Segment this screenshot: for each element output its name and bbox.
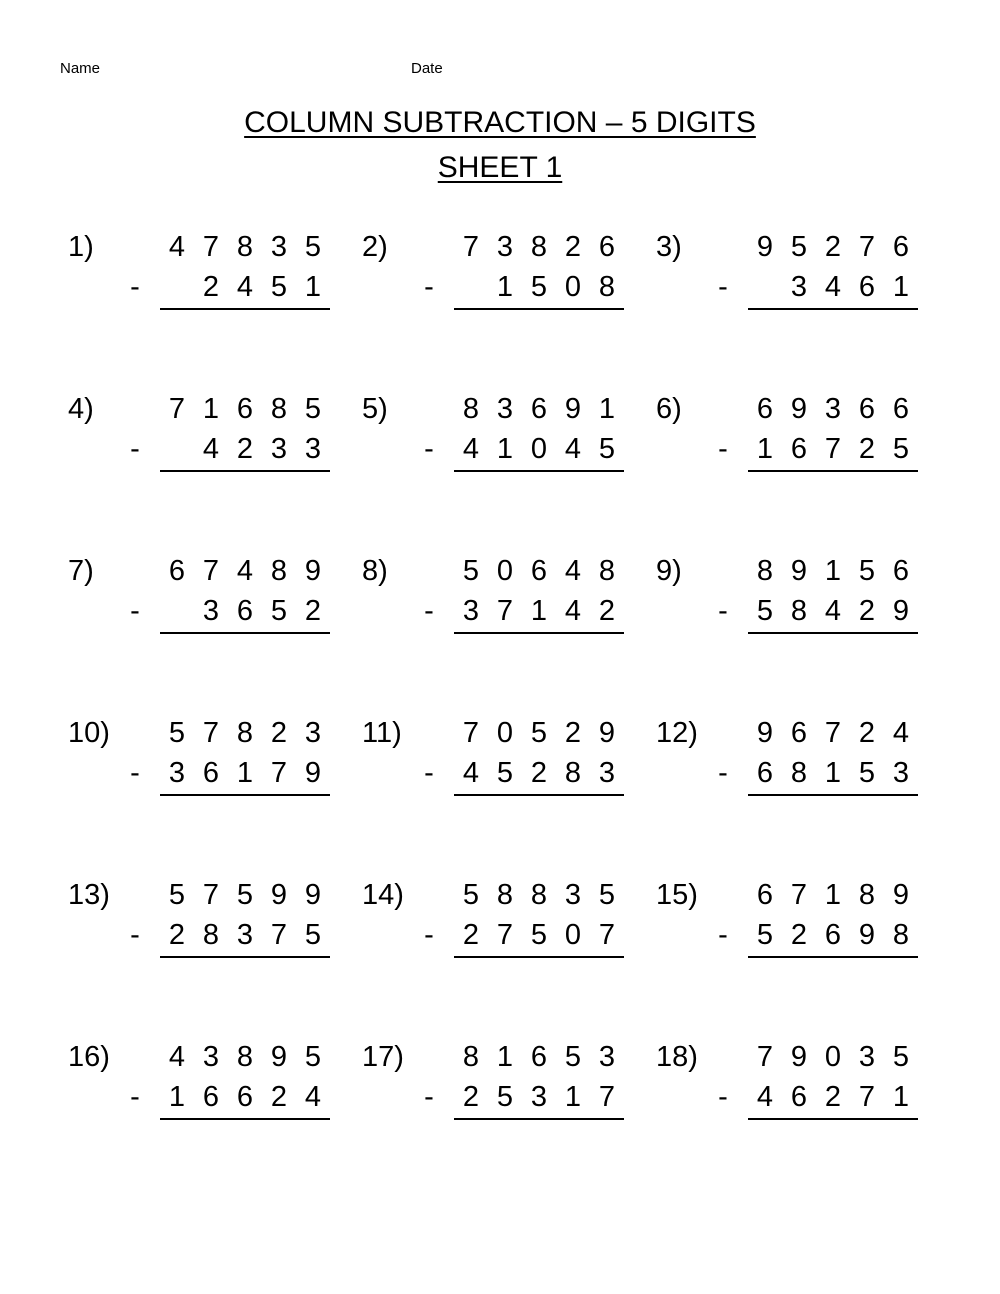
- minus-sign: -: [424, 919, 434, 951]
- subtraction-problem: [656, 230, 918, 320]
- subtraction-problem: [656, 878, 918, 968]
- problem-number: 10): [68, 717, 110, 749]
- subtraction-problem: [68, 716, 330, 806]
- subtrahend: 2 7 5 0 7: [454, 918, 624, 958]
- problem-number: 15): [656, 879, 698, 911]
- minuend: 8 9 1 5 6: [756, 555, 910, 587]
- subtraction-problem: [362, 230, 624, 320]
- minus-sign: -: [130, 271, 140, 303]
- subtraction-problem: [656, 554, 918, 644]
- subtraction-problem: [362, 392, 624, 482]
- problem-number: 13): [68, 879, 110, 911]
- minus-sign: -: [130, 1081, 140, 1113]
- sheet-number-text: SHEET 1: [437, 151, 563, 184]
- minus-sign: -: [718, 271, 728, 303]
- subtrahend: 2 8 3 7 5: [160, 918, 330, 958]
- subtrahend: 2 5 3 1 7: [454, 1080, 624, 1120]
- name-label: Name: [60, 60, 101, 77]
- minus-sign: -: [424, 757, 434, 789]
- minuend: 8 1 6 5 3: [462, 1041, 616, 1073]
- minus-sign: -: [424, 595, 434, 627]
- problem-number: 17): [362, 1041, 404, 1073]
- minus-sign: -: [718, 919, 728, 951]
- minus-sign: -: [718, 1081, 728, 1113]
- subtrahend: 1 6 6 2 4: [160, 1080, 330, 1120]
- minuend: 4 7 8 3 5: [168, 231, 322, 263]
- minuend: 7 9 0 3 5: [756, 1041, 910, 1073]
- minuend: 7 1 6 8 5: [168, 393, 322, 425]
- problem-number: 18): [656, 1041, 698, 1073]
- subtrahend: 1 5 0 8: [454, 270, 624, 310]
- subtrahend: 4 2 3 3: [160, 432, 330, 472]
- subtraction-problem: [68, 1040, 330, 1130]
- minuend: 6 7 4 8 9: [168, 555, 322, 587]
- subtraction-problem: [362, 554, 624, 644]
- problem-number: 4): [68, 393, 94, 425]
- subtrahend: 2 4 5 1: [160, 270, 330, 310]
- problem-number: 7): [68, 555, 94, 587]
- subtraction-problem: [656, 1040, 918, 1130]
- minus-sign: -: [718, 757, 728, 789]
- subtraction-problem: [68, 554, 330, 644]
- minus-sign: -: [718, 595, 728, 627]
- minuend: 9 6 7 2 4: [756, 717, 910, 749]
- minus-sign: -: [130, 919, 140, 951]
- problem-number: 12): [656, 717, 698, 749]
- subtraction-problem: [362, 716, 624, 806]
- minuend: 6 9 3 6 6: [756, 393, 910, 425]
- minuend: 4 3 8 9 5: [168, 1041, 322, 1073]
- minuend: 9 5 2 7 6: [756, 231, 910, 263]
- problem-number: 9): [656, 555, 682, 587]
- problem-number: 6): [656, 393, 682, 425]
- problem-number: 11): [362, 717, 402, 749]
- subtrahend: 3 7 1 4 2: [454, 594, 624, 634]
- minus-sign: -: [130, 595, 140, 627]
- subtraction-problem: [68, 392, 330, 482]
- worksheet-title: [0, 106, 1000, 140]
- subtrahend: 6 8 1 5 3: [748, 756, 918, 796]
- minuend: 7 3 8 2 6: [462, 231, 616, 263]
- minus-sign: -: [424, 271, 434, 303]
- subtraction-problem: [362, 878, 624, 968]
- minuend: 5 8 8 3 5: [462, 879, 616, 911]
- subtraction-problem: [68, 878, 330, 968]
- minuend: 5 0 6 4 8: [462, 555, 616, 587]
- minus-sign: -: [424, 1081, 434, 1113]
- problem-number: 1): [68, 231, 94, 263]
- subtraction-problem: [656, 392, 918, 482]
- date-label: Date: [411, 60, 443, 77]
- minuend: 5 7 8 2 3: [168, 717, 322, 749]
- problem-number: 14): [362, 879, 404, 911]
- minuend: 6 7 1 8 9: [756, 879, 910, 911]
- worksheet-title-text: COLUMN SUBTRACTION – 5 DIGITS: [244, 106, 756, 139]
- subtrahend: 3 4 6 1: [748, 270, 918, 310]
- sheet-number: [0, 151, 1000, 185]
- subtrahend: 3 6 5 2: [160, 594, 330, 634]
- minuend: 5 7 5 9 9: [168, 879, 322, 911]
- subtrahend: 5 2 6 9 8: [748, 918, 918, 958]
- subtrahend: 4 6 2 7 1: [748, 1080, 918, 1120]
- minuend: 8 3 6 9 1: [462, 393, 616, 425]
- subtrahend: 4 1 0 4 5: [454, 432, 624, 472]
- minus-sign: -: [424, 433, 434, 465]
- subtrahend: 4 5 2 8 3: [454, 756, 624, 796]
- problem-number: 8): [362, 555, 388, 587]
- minuend: 7 0 5 2 9: [462, 717, 616, 749]
- minus-sign: -: [718, 433, 728, 465]
- subtraction-problem: [362, 1040, 624, 1130]
- minus-sign: -: [130, 433, 140, 465]
- problem-number: 16): [68, 1041, 110, 1073]
- problem-number: 3): [656, 231, 682, 263]
- subtrahend: 3 6 1 7 9: [160, 756, 330, 796]
- subtraction-problem: [656, 716, 918, 806]
- subtrahend: 1 6 7 2 5: [748, 432, 918, 472]
- problem-number: 2): [362, 231, 388, 263]
- subtrahend: 5 8 4 2 9: [748, 594, 918, 634]
- minus-sign: -: [130, 757, 140, 789]
- subtraction-problem: [68, 230, 330, 320]
- problem-number: 5): [362, 393, 388, 425]
